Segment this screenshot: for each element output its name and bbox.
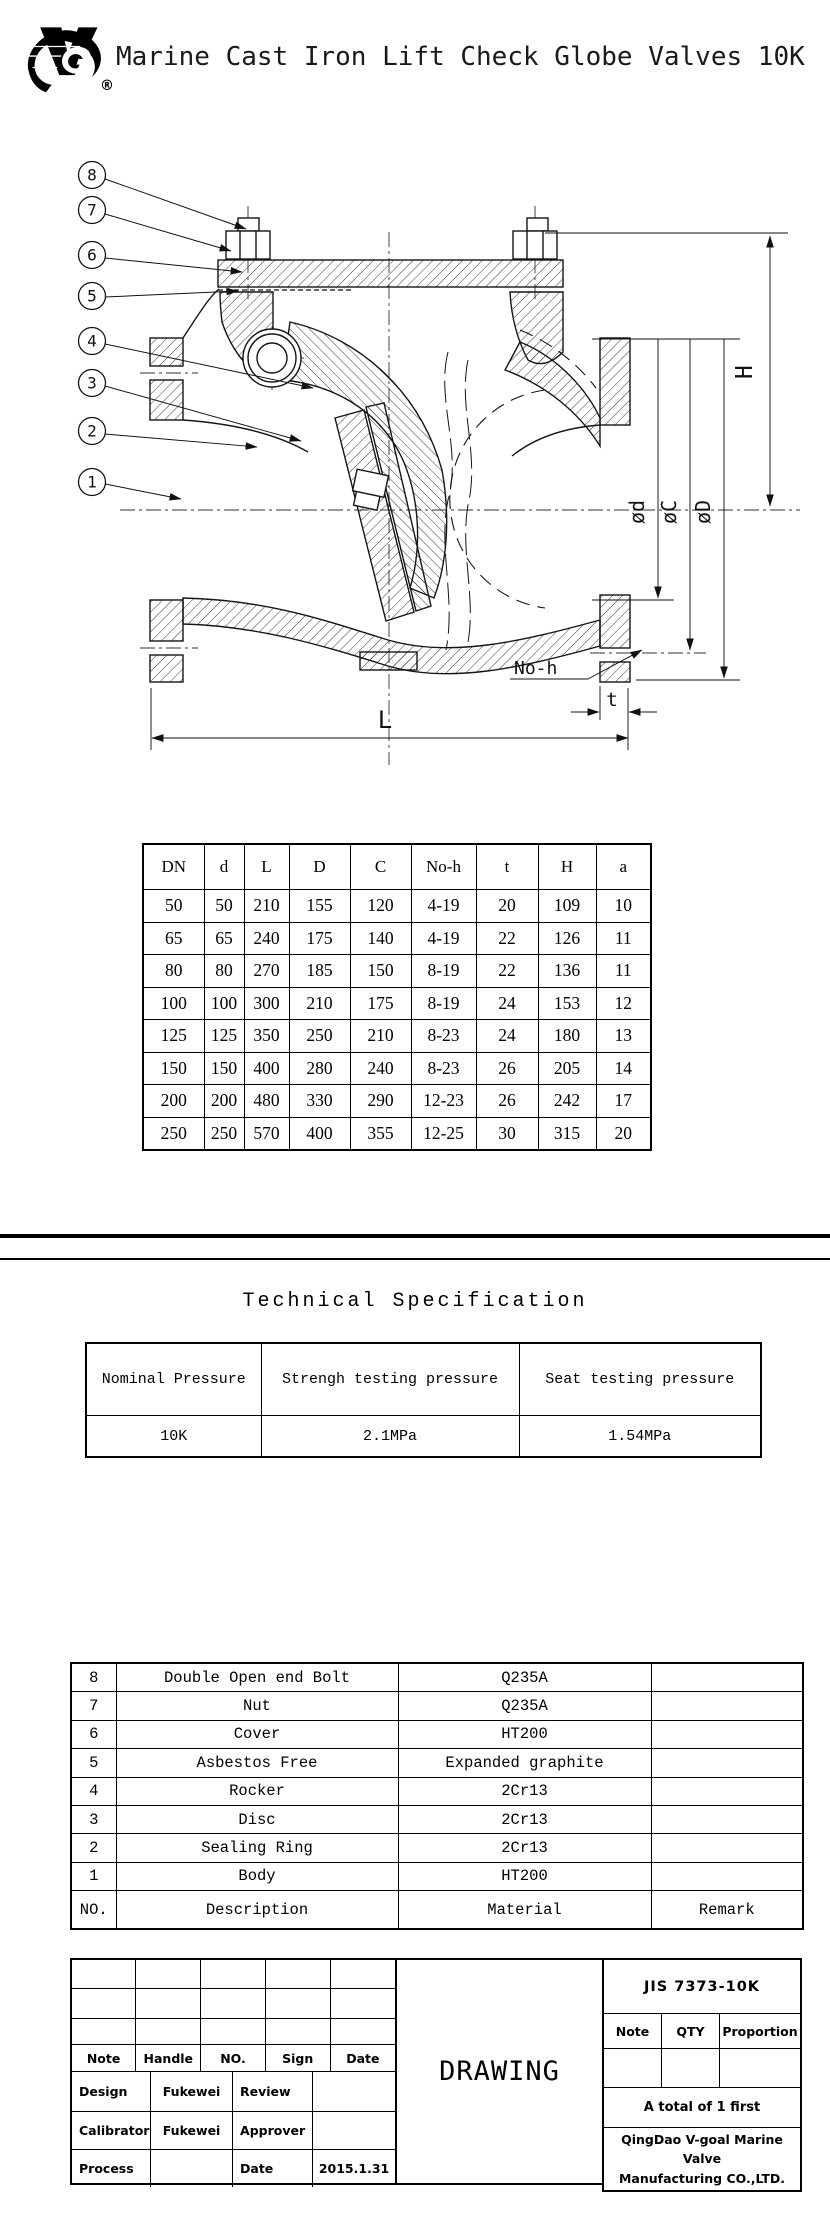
date-value: 2015.1.31 [318,2161,390,2176]
design-name: Fukewei [151,2072,233,2112]
qty-header-proportion: Proportion [720,2014,800,2049]
process-label: Process [72,2150,151,2187]
dim-table-row [143,1117,651,1150]
callout-6 [79,242,106,269]
dimension-table [142,843,652,1151]
parts-cell [651,1777,803,1805]
parts-cell: Asbestos Free [116,1749,398,1777]
dim-label-phi-C: øC [657,499,681,525]
approver-label: Approver [233,2112,313,2150]
parts-cell: Double Open end Bolt [116,1663,398,1692]
spec-value-seat: 1.54MPa [519,1416,761,1458]
dim-cell: 100 [143,987,204,1020]
parts-table-body [71,1663,803,1929]
dim-cell: 8-23 [411,1020,476,1053]
dim-cell: 570 [244,1117,289,1150]
body-foot [360,652,417,670]
parts-cell: Material [398,1891,651,1930]
dim-table-row [143,922,651,955]
dim-cell: 355 [350,1117,411,1150]
dim-cell: 20 [476,890,538,923]
parts-cell: Nut [116,1692,398,1720]
dim-cell: 4-19 [411,890,476,923]
callout-2 [79,418,106,445]
dim-cell: 290 [350,1085,411,1118]
dim-cell: 242 [538,1085,596,1118]
dim-cell: 17 [596,1085,651,1118]
parts-table [70,1662,804,1930]
parts-cell: Cover [116,1720,398,1748]
design-label: Design [72,2072,151,2112]
dim-cell: 11 [596,955,651,988]
review-label: Review [233,2072,313,2112]
revision-row-empty [72,1989,395,2019]
title-block-revision-grid [70,1958,397,2185]
process-row [72,2150,395,2187]
parts-cell: 2 [71,1834,116,1862]
dim-cell: 210 [289,987,350,1020]
dim-cell: 50 [204,890,244,923]
dim-cell: 150 [143,1052,204,1085]
spec-value-row [86,1416,761,1458]
parts-row [71,1720,803,1748]
parts-cell [651,1834,803,1862]
dim-cell: 210 [350,1020,411,1053]
parts-cell [651,1749,803,1777]
dim-table-row [143,1085,651,1118]
dim-header-cell: t [476,844,538,890]
parts-row [71,1663,803,1692]
company-line2: Manufacturing CO.,LTD. [618,2170,786,2186]
dim-cell: 240 [350,1052,411,1085]
valve-section-drawing [0,100,830,790]
parts-cell: 4 [71,1777,116,1805]
title-block-right [602,1958,802,2192]
dim-cell: 175 [350,987,411,1020]
dim-cell: 210 [244,890,289,923]
callout-5 [79,283,106,310]
parts-cell: 5 [71,1749,116,1777]
dim-label-H: H [732,365,758,379]
dim-header-cell: L [244,844,289,890]
date-label: Date [233,2150,313,2187]
callout-3 [79,370,106,397]
parts-cell: Q235A [398,1663,651,1692]
dim-cell: 80 [204,955,244,988]
dim-cell: 22 [476,922,538,955]
dim-cell: 150 [350,955,411,988]
revision-header-date: Date [331,2045,395,2072]
dim-cell: 205 [538,1052,596,1085]
parts-row [71,1692,803,1720]
parts-cell: 2Cr13 [398,1834,651,1862]
dim-cell: 280 [289,1052,350,1085]
dim-cell: 8-19 [411,987,476,1020]
company-line1: QingDao V-goal Marine Valve [621,2131,783,2167]
review-name [313,2072,395,2112]
dim-cell: 100 [204,987,244,1020]
dim-cell: 200 [204,1085,244,1118]
dim-header-cell: a [596,844,651,890]
dim-table-row [143,987,651,1020]
dim-cell: 24 [476,1020,538,1053]
dim-header-cell: D [289,844,350,890]
standard-number: JIS 7373-10K [604,1960,800,2014]
dim-cell: 109 [538,890,596,923]
spec-value-nominal: 10K [86,1416,261,1458]
dimension-table-header [143,844,651,890]
dim-cell: 50 [143,890,204,923]
dim-cell: 300 [244,987,289,1020]
callout-1 [79,469,106,496]
dim-cell: 400 [244,1052,289,1085]
dim-header-cell: d [204,844,244,890]
dim-cell: 250 [143,1117,204,1150]
qty-header-row [604,2014,800,2049]
svg-text:7: 7 [87,200,97,220]
dim-header-cell: H [538,844,596,890]
callout-4 [79,328,106,355]
parts-cell: 2Cr13 [398,1777,651,1805]
parts-cell: 3 [71,1805,116,1833]
parts-cell: Rocker [116,1777,398,1805]
sheet-total-note: A total of 1 first [604,2088,800,2128]
dim-cell: 315 [538,1117,596,1150]
parts-cell [651,1663,803,1692]
calibrator-name: Fukewei [151,2112,233,2150]
dim-cell: 30 [476,1117,538,1150]
process-name [151,2150,233,2187]
dim-table-row [143,1020,651,1053]
parts-cell: 1 [71,1862,116,1890]
dim-cell: 400 [289,1117,350,1150]
svg-text:5: 5 [87,286,97,306]
dim-cell: 136 [538,955,596,988]
dim-cell: 350 [244,1020,289,1053]
dim-cell: 250 [204,1117,244,1150]
dim-cell: 480 [244,1085,289,1118]
dim-table-row [143,890,651,923]
page-title: Marine Cast Iron Lift Check Globe Valves 10K [116,42,805,72]
dim-cell: 10 [596,890,651,923]
dim-cell: 125 [143,1020,204,1053]
dim-label-no-h: No-h [514,658,558,679]
calibrator-label: Calibrator [72,2112,151,2150]
spec-header-nominal: Nominal Pressure [86,1343,261,1416]
dim-label-t: t [606,689,618,711]
callout-8 [79,162,106,189]
parts-cell: Remark [651,1891,803,1930]
dim-label-phi-D: øD [691,499,715,525]
spec-value-strength: 2.1MPa [261,1416,519,1458]
dim-cell: 140 [350,922,411,955]
dim-cell: 13 [596,1020,651,1053]
section-divider-thin [0,1258,830,1260]
dim-cell: 155 [289,890,350,923]
parts-cell: Body [116,1862,398,1890]
dim-cell: 22 [476,955,538,988]
spec-section-title: Technical Specification [242,1290,588,1313]
parts-cell: Q235A [398,1692,651,1720]
dim-cell: 8-19 [411,955,476,988]
parts-cell: HT200 [398,1720,651,1748]
parts-row [71,1777,803,1805]
parts-footer-row [71,1891,803,1930]
dim-cell: 240 [244,922,289,955]
dim-cell: 65 [143,922,204,955]
dim-header-cell: No-h [411,844,476,890]
qty-header-qty: QTY [662,2014,720,2049]
dim-cell: 250 [289,1020,350,1053]
dim-cell: 150 [204,1052,244,1085]
svg-text:6: 6 [87,245,97,265]
parts-cell: HT200 [398,1862,651,1890]
stud-bolt-right [513,218,557,259]
dimension-table-body [143,890,651,1151]
parts-cell: NO. [71,1891,116,1930]
spec-header-seat: Seat testing pressure [519,1343,761,1416]
parts-cell: 8 [71,1663,116,1692]
spec-header-strength: Strengh testing pressure [261,1343,519,1416]
dim-cell: 330 [289,1085,350,1118]
parts-row [71,1805,803,1833]
revision-header-handle: Handle [136,2045,201,2072]
parts-cell [651,1720,803,1748]
dim-cell: 20 [596,1117,651,1150]
revision-header-no: NO. [201,2045,265,2072]
dim-cell: 8-23 [411,1052,476,1085]
parts-cell: Expanded graphite [398,1749,651,1777]
registered-trademark-icon: ® [100,78,114,94]
parts-cell: Description [116,1891,398,1930]
calibrator-row [72,2112,395,2150]
parts-cell: 2Cr13 [398,1805,651,1833]
svg-text:8: 8 [87,165,97,185]
dim-cell: 4-19 [411,922,476,955]
dim-cell: 185 [289,955,350,988]
dim-cell: 125 [204,1020,244,1053]
valve-body-section [150,218,630,682]
dim-cell: 126 [538,922,596,955]
revision-row-empty [72,2019,395,2045]
dim-label-L: L [377,706,393,734]
svg-text:4: 4 [87,331,97,351]
dim-cell: 120 [350,890,411,923]
dim-header-cell: C [350,844,411,890]
dim-cell: 65 [204,922,244,955]
dim-label-phi-d: ød [625,499,649,525]
design-row [72,2072,395,2112]
svg-text:2: 2 [87,421,97,441]
dim-table-row [143,955,651,988]
dim-cell: 175 [289,922,350,955]
dim-cell: 11 [596,922,651,955]
parts-cell [651,1862,803,1890]
dim-cell: 24 [476,987,538,1020]
dim-cell: 200 [143,1085,204,1118]
cover-section [218,260,563,287]
drawing-label: DRAWING [397,1958,602,2185]
dim-cell: 153 [538,987,596,1020]
dim-cell: 270 [244,955,289,988]
dim-cell: 80 [143,955,204,988]
svg-text:1: 1 [87,472,97,492]
dim-cell: 26 [476,1052,538,1085]
dim-cell: 12 [596,987,651,1020]
parts-cell: Disc [116,1805,398,1833]
title-block [70,1958,802,2192]
revision-header-note: Note [72,2045,136,2072]
dim-cell: 12-23 [411,1085,476,1118]
section-divider-thick [0,1234,830,1238]
parts-cell: 6 [71,1720,116,1748]
svg-text:3: 3 [87,373,97,393]
parts-cell: Sealing Ring [116,1834,398,1862]
parts-cell: 7 [71,1692,116,1720]
revision-header-sign: Sign [266,2045,331,2072]
parts-cell [651,1692,803,1720]
vgoal-logo [22,14,110,100]
revision-row-empty [72,1960,395,1989]
callout-7 [79,197,106,224]
dim-table-row [143,1052,651,1085]
spec-header-row [86,1343,761,1416]
parts-cell [651,1805,803,1833]
parts-row [71,1749,803,1777]
dim-cell: 14 [596,1052,651,1085]
dim-cell: 180 [538,1020,596,1053]
qty-header-note: Note [604,2014,662,2049]
spec-table [85,1342,762,1458]
dim-cell: 12-25 [411,1117,476,1150]
approver-name [313,2112,395,2150]
parts-row [71,1862,803,1890]
parts-row [71,1834,803,1862]
dim-cell: 26 [476,1085,538,1118]
company-name [604,2128,800,2190]
revision-header-row [72,2045,395,2072]
qty-value-row [604,2049,800,2088]
dim-header-cell: DN [143,844,204,890]
